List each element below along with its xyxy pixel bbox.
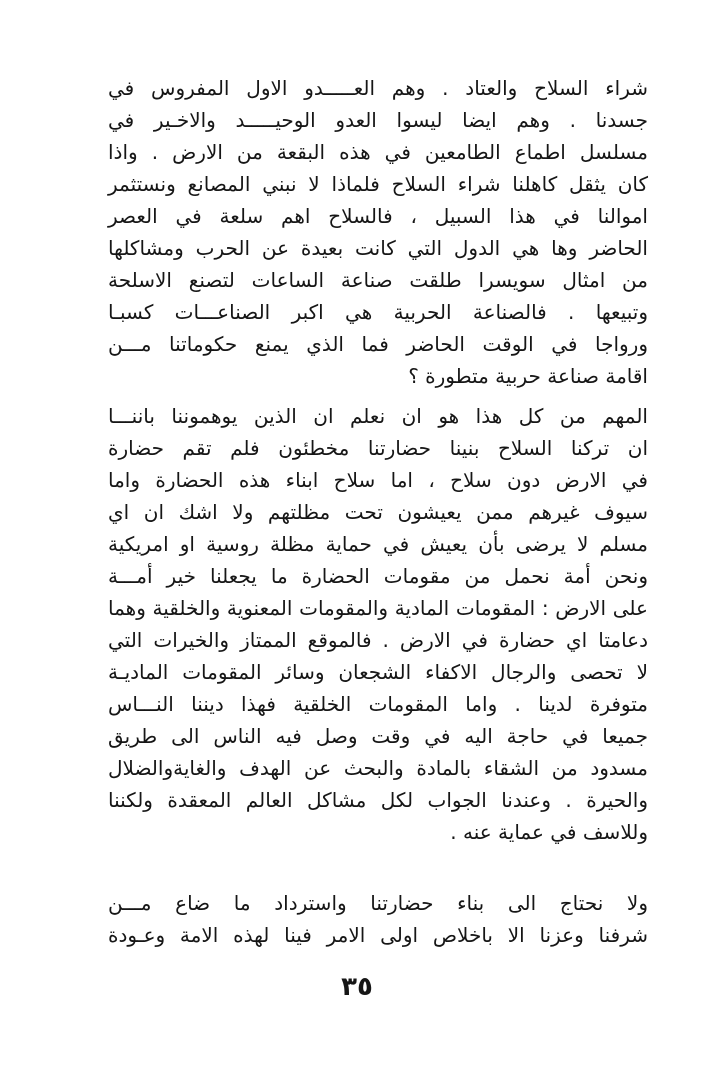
text-line: لا تحصى والرجال الاكفاء الشجعان وسائر المقومات الماديـة (108, 660, 648, 684)
text-line: مسلسل اطماع الطامعين في هذه البقعة من الارض . واذا (108, 140, 648, 164)
text-line: شراء السلاح والعتاد . وهم العـــــدو الاول المفروس في (108, 76, 648, 100)
text-line: مسدود من الشقاء بالمادة والبحث عن الهدف والغايةوالضلال (108, 756, 648, 780)
text-line: وللاسف في عماية عنه . (450, 820, 648, 844)
text-line: وتبيعها . فالصناعة الحربية هي اكبر الصناعـــات كسبـا (108, 300, 648, 324)
text-line: كان يثقل كاهلنا شراء السلاح فلماذا لا نبني المصانع ونستثمر (108, 172, 648, 196)
paragraph-3 (108, 887, 648, 951)
text-line: المهم من كل هذا هو ان نعلم ان الذين يوهموننا باننـــا (108, 404, 648, 428)
text-line: على الارض : المقومات المادية والمقومات المعنوية والخلقية وهما (108, 596, 648, 620)
text-line: الحاضر وها هي الدول التي كانت بعيدة عن الحرب ومشاكلها (108, 236, 648, 260)
text-line: ولا نحتاج الى بناء حضارتنا واسترداد ما ضاع مـــن (108, 891, 648, 915)
text-line: ان تركنا السلاح بنينا حضارتنا مخطئون فلم تقم حضارة (108, 436, 648, 460)
text-line: ونحن أمة نحمل من مقومات الحضارة ما يجعلنا خير أمـــة (108, 564, 648, 588)
text-line: جسدنا . وهم ايضا ليسوا العدو الوحيـــــد والاخـير في (108, 108, 648, 132)
text-line: جميعا في حاجة اليه في وقت وصل فيه الناس الى طريق (108, 724, 648, 748)
paragraph-1 (108, 72, 648, 392)
text-line: سيوف غيرهم ممن يعيشون تحت مظلتهم ولا اشك ان اي (108, 500, 648, 524)
text-line: اقامة صناعة حربية متطورة ؟ (408, 364, 648, 388)
text-line: شرفنا وعزنا الا باخلاص اولى الامر فينا لهذه الامة وعـودة (108, 923, 648, 947)
text-line: في الارض دون سلاح ، اما سلاح ابناء هذه الحضارة واما (108, 468, 648, 492)
text-line: متوفرة لدينا . واما المقومات الخلقية فهذا ديننا النـــاس (108, 692, 648, 716)
page-number: ٣٥ (341, 972, 373, 1002)
text-line: ورواجا في الوقت الحاضر فما الذي يمنع حكوماتنا مـــن (108, 332, 648, 356)
text-line: دعامتا اي حضارة في الارض . فالموقع الممتاز والخيرات التي (108, 628, 648, 652)
paragraph-2 (108, 400, 648, 848)
text-line: من امثال سويسرا طلقت صناعة الساعات لتصنع الاسلحة (108, 268, 648, 292)
text-line: والحيرة . وعندنا الجواب لكل مشاكل العالم المعقدة ولكننا (108, 788, 648, 812)
text-line: اموالنا في هذا السبيل ، فالسلاح اهم سلعة في العصر (108, 204, 648, 228)
text-line: مسلم لا يرضى بأن يعيش في حماية مظلة روسية او امريكية (108, 532, 648, 556)
